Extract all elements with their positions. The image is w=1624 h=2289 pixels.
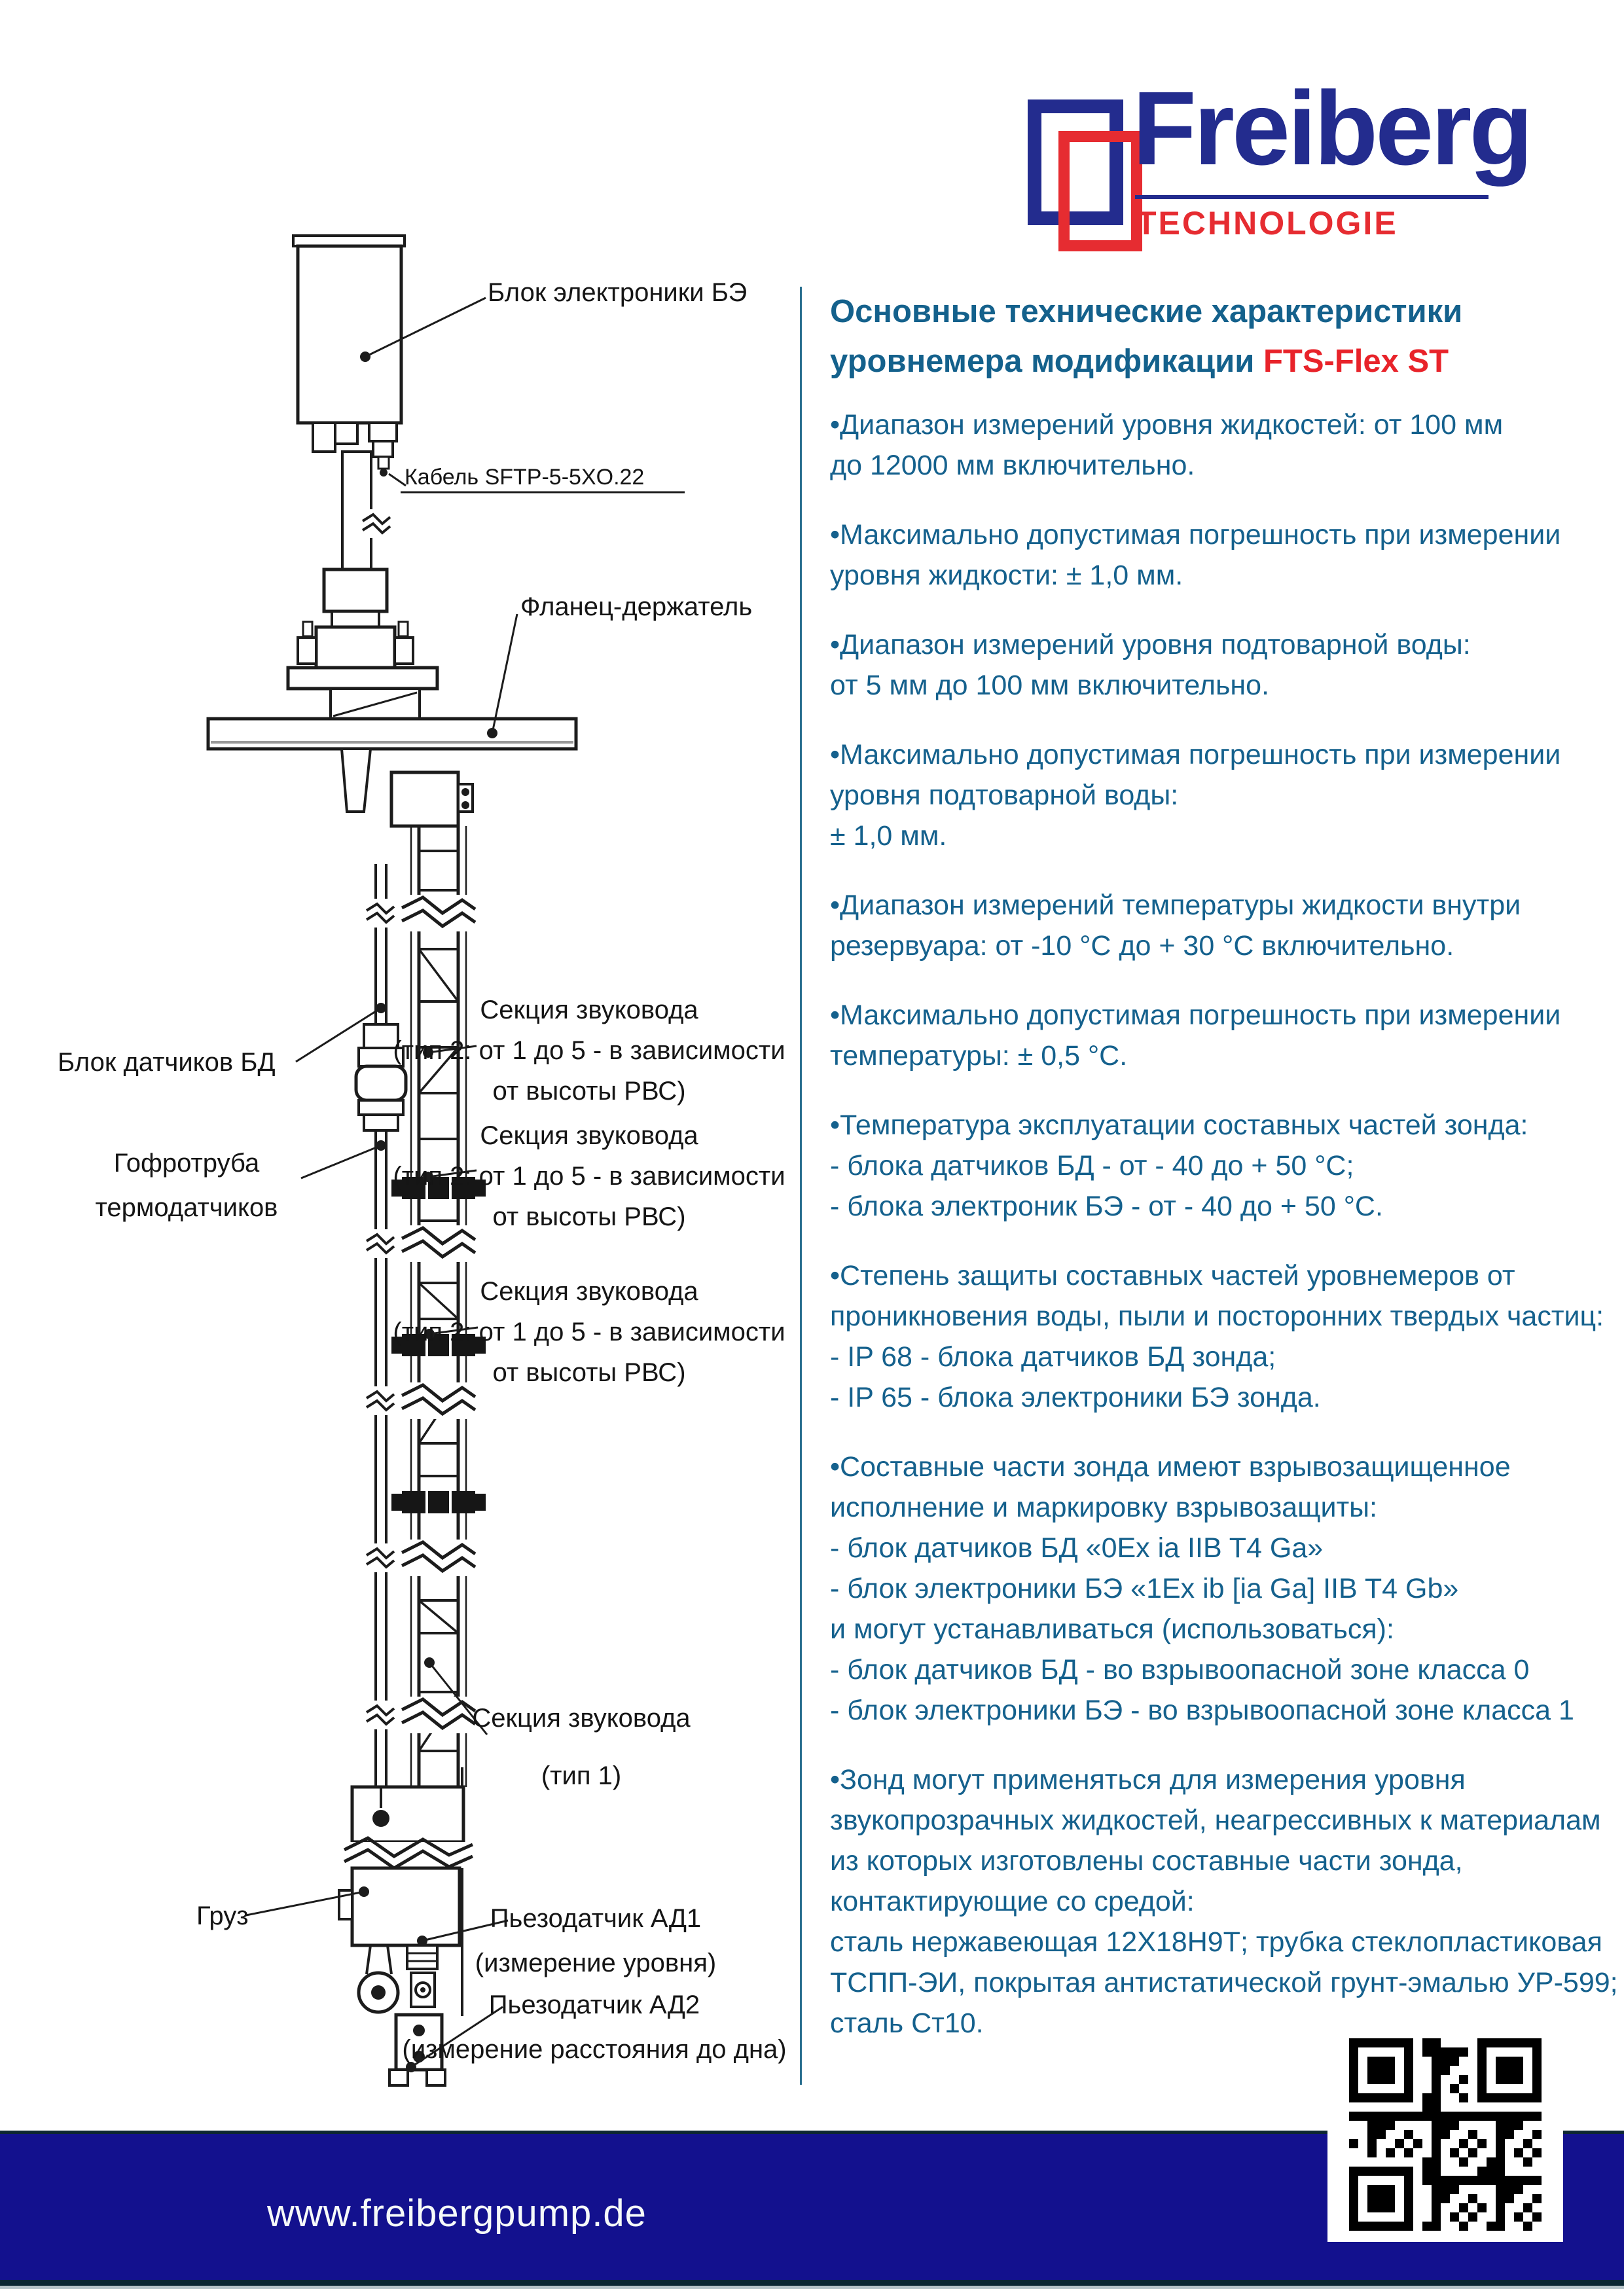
label-weight: Груз bbox=[196, 1901, 249, 1930]
label-type2-c2: (тип 2: от 1 до 5 - в зависимости bbox=[393, 1318, 785, 1346]
footer-light-strip bbox=[0, 2286, 1624, 2289]
bullet-paragraph: •Максимально допустимая погрешность при измерении температуры: ± 0,5 °С. bbox=[830, 1000, 1561, 1072]
bullet-paragraph: •Составные части зонда имеют взрывозащищенное исполнение и маркировку взрывозащиты: - блок датчиков БД «0Ex ia IIB T4 Ga» - блок электроники БЭ «1Ex ib [ia Ga] IIB T4 Gb» и могут устанавливаться (использоваться): - блок датчиков БД - во взрывоопасной зоне класса 0 - блок электроники БЭ - во взрывоопасной зоне класса 1 bbox=[830, 1451, 1574, 1726]
label-type2-c1: Секция звуковода bbox=[480, 1277, 698, 1306]
label-type2-c3: от высоты РВС) bbox=[492, 1358, 686, 1387]
bullet-paragraph: •Диапазон измерений температуры жидкости внутри резервуара: от -10 °С до + 30 °С включительно. bbox=[830, 890, 1521, 962]
label-type2-b3: от высоты РВС) bbox=[492, 1202, 686, 1231]
bullet-paragraph: •Степень защиты составных частей уровнемеров от проникновения воды, пыли и посторонних твердых частиц: - IP 68 - блока датчиков БД зонда; - IP 65 - блока электроники БЭ зонда. bbox=[830, 1260, 1604, 1413]
label-type2-a1: Секция звуковода bbox=[480, 996, 698, 1024]
model-name: FTS-Flex ST bbox=[1263, 344, 1449, 379]
bullet-paragraph: •Зонд могут применяться для измерения уровня звукопрозрачных жидкостей, неагрессивных к материалам из которых изготовлены составные части зонда, контактирующие со средой: сталь нержавеющая 12Х18Н9Т; трубка стеклопластиковая ТСПП-ЭИ, покрытая антистатической грунт-эмалью УР-599; сталь Ст10. bbox=[830, 1764, 1618, 2039]
label-piezo1-1: Пьезодатчик АД1 bbox=[490, 1904, 702, 1933]
bullet-paragraph: •Максимально допустимая погрешность при измерении уровня подтоварной воды: ± 1,0 мм. bbox=[830, 739, 1561, 852]
label-type1-2: (тип 1) bbox=[541, 1761, 622, 1790]
bullet-paragraph: •Диапазон измерений уровня жидкостей: от 100 мм до 12000 мм включительно. bbox=[830, 409, 1504, 481]
label-type2-a3: от высоты РВС) bbox=[492, 1077, 686, 1106]
website-link[interactable]: www.freibergpump.de bbox=[267, 2192, 647, 2235]
label-type1-1: Секция звуковода bbox=[472, 1704, 691, 1733]
label-piezo2-2: (измерение расстояния до дна) bbox=[402, 2035, 787, 2064]
qr-code bbox=[1327, 2027, 1563, 2242]
label-flange: Фланец-держатель bbox=[520, 592, 753, 621]
label-type2-a2: (тип 2: от 1 до 5 - в зависимости bbox=[393, 1036, 785, 1065]
bullet-paragraph: •Максимально допустимая погрешность при измерении уровня жидкости: ± 1,0 мм. bbox=[830, 519, 1561, 591]
logo-subtitle-text: TECHNOLOGIE bbox=[1136, 205, 1398, 242]
heading-line2-prefix: уровнемера модификации bbox=[830, 344, 1263, 379]
label-electronics: Блок электроники БЭ bbox=[488, 278, 748, 307]
bullet-paragraph: •Температура эксплуатации составных частей зонда: - блока датчиков БД - от - 40 до + 50 °С; - блока электроник БЭ - от - 40 до + 50 °С. bbox=[830, 1109, 1528, 1222]
label-thermo-tube-2: термодатчиков bbox=[95, 1193, 278, 1222]
electronics-box bbox=[293, 236, 405, 477]
heading-line1: Основные технические характеристики bbox=[830, 294, 1463, 329]
footer-dark-strip bbox=[0, 2280, 1624, 2286]
label-sensor-block: Блок датчиков БД bbox=[58, 1048, 276, 1077]
bullet-paragraph: •Диапазон измерений уровня подтоварной воды: от 5 мм до 100 мм включительно. bbox=[830, 629, 1471, 701]
label-type2-b1: Секция звуковода bbox=[480, 1121, 698, 1150]
label-type2-b2: (тип 2: от 1 до 5 - в зависимости bbox=[393, 1162, 785, 1191]
label-piezo1-2: (измерение уровня) bbox=[475, 1949, 717, 1977]
logo-brand-text: Freiberg bbox=[1132, 69, 1531, 187]
label-piezo2-1: Пьезодатчик АД2 bbox=[488, 1991, 700, 2019]
label-thermo-tube-1: Гофротруба bbox=[113, 1149, 260, 1178]
qr-code-svg bbox=[1327, 2027, 1563, 2242]
label-cable: Кабель SFTP-5-5XO.22 bbox=[405, 465, 645, 490]
